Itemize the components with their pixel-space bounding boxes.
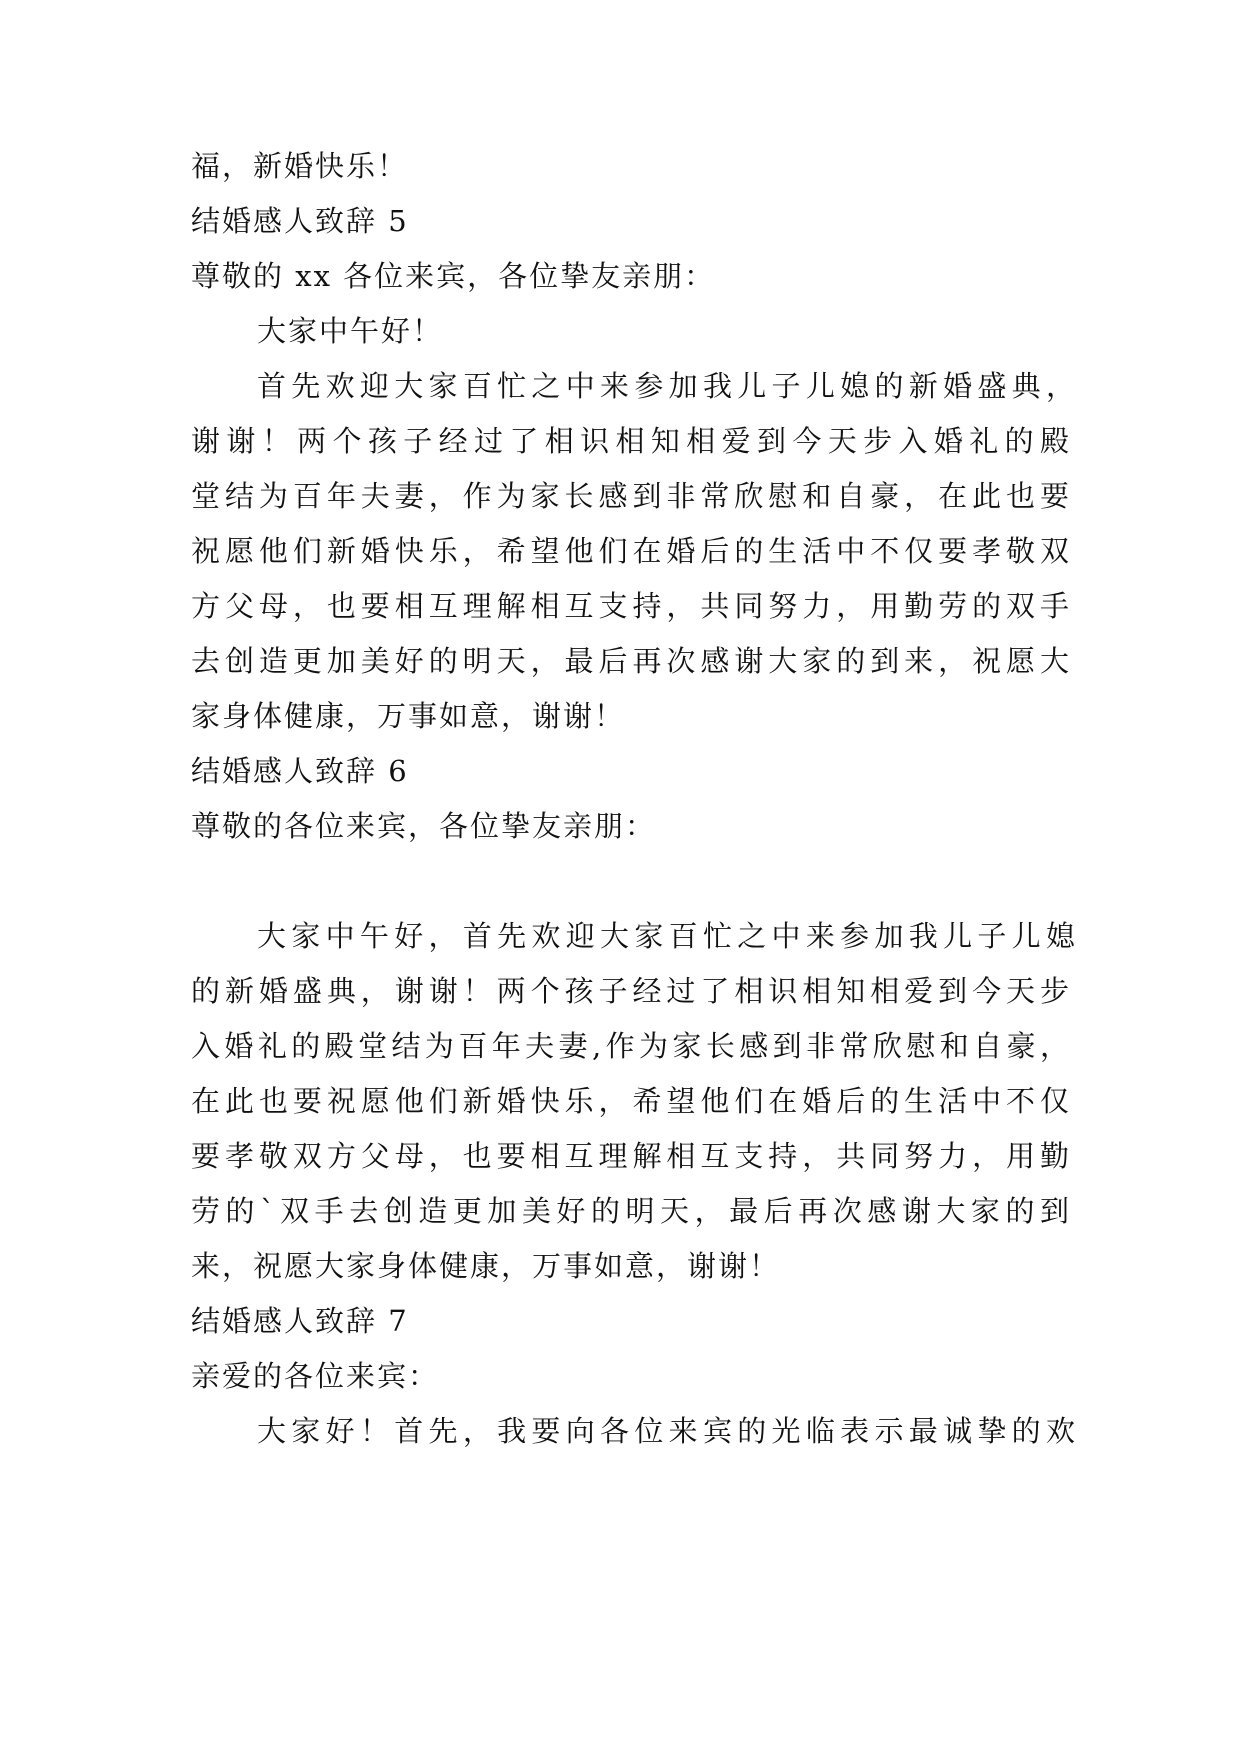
paragraph-line: 的新婚盛典，谢谢！两个孩子经过了相识相知相爱到今天步 <box>191 974 1071 1008</box>
paragraph-line: 劳的`双手去创造更加美好的明天，最后再次感谢大家的到 <box>191 1194 1071 1228</box>
paragraph-line: 大家好！首先，我要向各位来宾的光临表示最诚挚的欢 <box>257 1414 1077 1448</box>
salutation: 尊敬的各位来宾，各位挚友亲朋： <box>191 809 657 843</box>
paragraph-line: 入婚礼的殿堂结为百年夫妻,作为家长感到非常欣慰和自豪， <box>191 1029 1071 1063</box>
section-heading: 结婚感人致辞 5 <box>191 204 409 238</box>
salutation: 亲爱的各位来宾： <box>191 1359 440 1393</box>
paragraph-line: 来，祝愿大家身体健康，万事如意，谢谢！ <box>191 1249 781 1283</box>
paragraph-line: 堂结为百年夫妻，作为家长感到非常欣慰和自豪，在此也要 <box>191 479 1071 513</box>
greeting: 大家中午好！ <box>257 314 444 348</box>
paragraph-line: 首先欢迎大家百忙之中来参加我儿子儿媳的新婚盛典， <box>257 369 1077 403</box>
paragraph-line: 要孝敬双方父母，也要相互理解相互支持，共同努力，用勤 <box>191 1139 1071 1173</box>
section-heading: 结婚感人致辞 6 <box>191 754 409 788</box>
paragraph-line: 家身体健康，万事如意，谢谢！ <box>191 699 626 733</box>
section-heading: 结婚感人致辞 7 <box>191 1304 409 1338</box>
paragraph-line: 在此也要祝愿他们新婚快乐，希望他们在婚后的生活中不仅 <box>191 1084 1071 1118</box>
text-line: 福，新婚快乐！ <box>191 149 409 183</box>
paragraph-line: 祝愿他们新婚快乐，希望他们在婚后的生活中不仅要孝敬双 <box>191 534 1071 568</box>
salutation: 尊敬的 xx 各位来宾，各位挚友亲朋： <box>191 259 716 293</box>
paragraph-line: 方父母，也要相互理解相互支持，共同努力，用勤劳的双手 <box>191 589 1071 623</box>
paragraph-line: 去创造更加美好的明天，最后再次感谢大家的到来，祝愿大 <box>191 644 1071 678</box>
paragraph-line: 大家中午好，首先欢迎大家百忙之中来参加我儿子儿媳 <box>257 919 1077 953</box>
paragraph-line: 谢谢！两个孩子经过了相识相知相爱到今天步入婚礼的殿 <box>191 424 1071 458</box>
